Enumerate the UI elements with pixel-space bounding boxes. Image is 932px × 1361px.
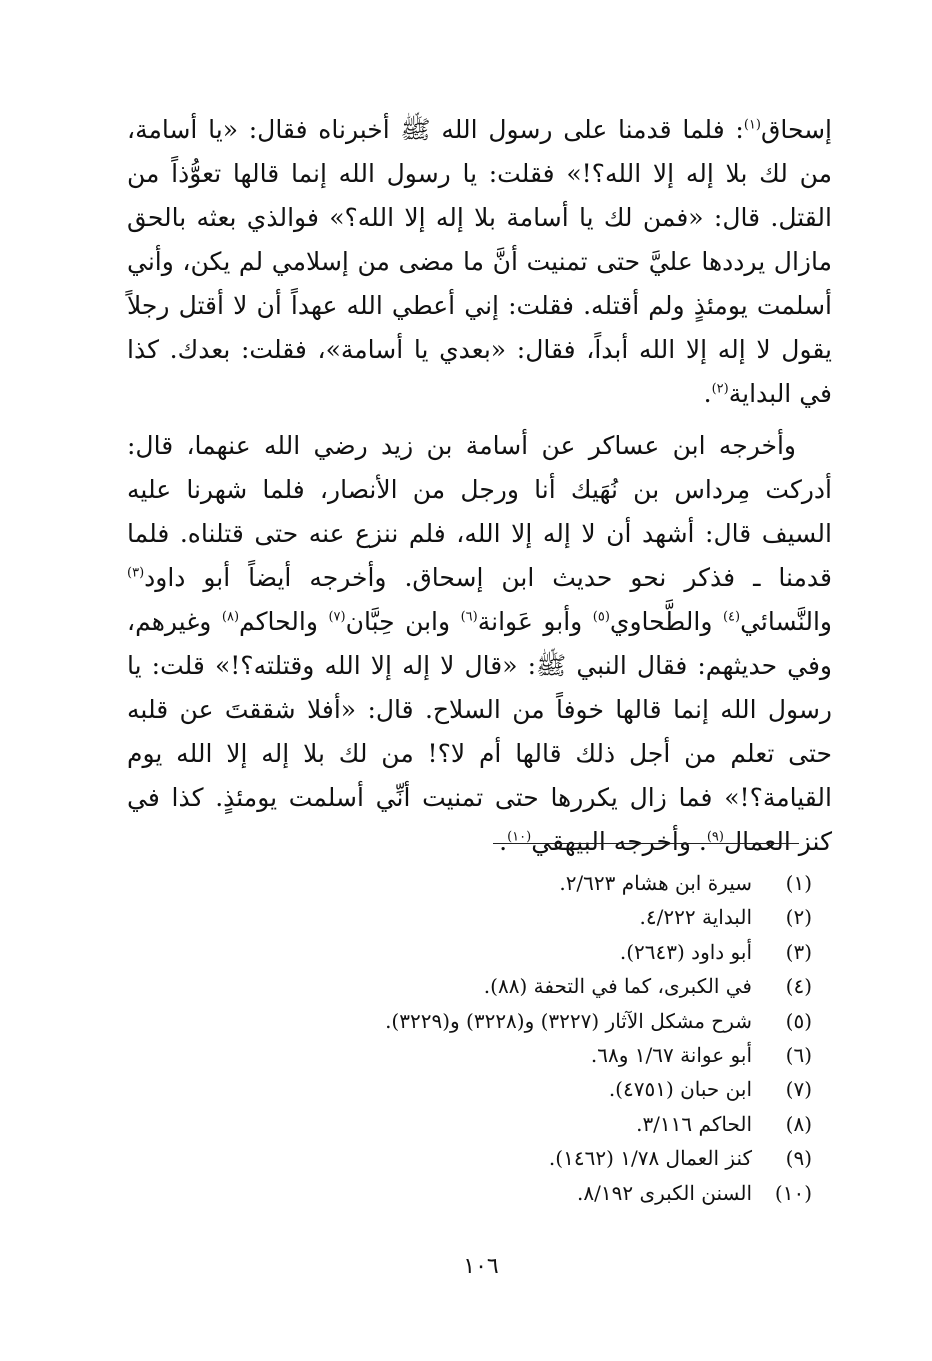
footnotes-list — [112, 866, 812, 1210]
footnote-number: (٢) — [785, 905, 812, 930]
text-segment: وأخرجه ابن عساكر عن أسامة بن زيد رضي الله عنهما، قال: أدركت مِرداس بن نُهَيك أنا ورجل من الأنصار، فلما شهرنا عليه السيف قال: أشهد أن لا إله إلا الله، فلم ننزع عنه حتى قتلناه. فلما قدمنا ـ فذكر نحو حديث ابن إسحاق. وأخرجه أيضاً أبو داود — [127, 431, 832, 592]
footnote-item — [112, 1004, 812, 1038]
footnote-ref-2: (٢) — [711, 381, 729, 397]
text-segment: وابن حِبَّان — [345, 607, 461, 636]
text-segment: والنَّسائي — [740, 607, 832, 636]
footnote-ref-6: (٦) — [460, 609, 478, 625]
footnote-number: (٣) — [785, 939, 812, 964]
text-segment: والحاكم — [239, 607, 329, 636]
text-segment: . — [703, 379, 712, 408]
footnote-ref-5: (٥) — [592, 609, 610, 625]
text-segment: والطَّحاوي — [609, 607, 723, 636]
paragraph-2 — [127, 424, 832, 864]
text-segment: . — [499, 827, 508, 856]
footnote-item — [112, 969, 812, 1003]
footnote-ref-7: (٧) — [328, 609, 346, 625]
footnote-number: (١٠) — [774, 1180, 812, 1205]
footnote-number: (٨) — [785, 1111, 812, 1136]
main-text — [127, 108, 832, 864]
footnote-number: (٦) — [785, 1042, 812, 1067]
text-segment: وأبو عَوانة — [477, 607, 593, 636]
footnote-divider — [493, 843, 799, 844]
footnote-item — [112, 1072, 812, 1106]
footnote-item — [112, 1141, 812, 1175]
text-segment: إسحاق — [760, 115, 832, 144]
footnote-text: شرح مشكل الآثار (٣٢٢٧) و(٣٢٢٨) و(٣٢٢٩). — [385, 1008, 752, 1033]
footnote-ref-1: (١) — [743, 117, 761, 133]
footnote-text: سيرة ابن هشام ٢/٦٢٣. — [559, 871, 752, 895]
footnote-text: في الكبرى، كما في التحفة (٨٨). — [483, 974, 752, 999]
footnote-ref-3: (٣) — [127, 565, 145, 581]
footnote-text: البداية ٤/٢٢٢. — [639, 905, 752, 930]
footnote-item — [112, 900, 812, 934]
text-segment: وغيرهم، وفي حديثهم: فقال النبي ﷺ: «قال لا إله إلا الله وقتلته؟!» قلت: يا رسول الله إنما قالها خوفاً من السلاح. قال: «أفلا شققتَ عن قلبه حتى تعلم من أجل ذلك قالها أم لا؟! من لك بلا إله إلا الله يوم القيامة؟!» فما زال يكررها حتى تمنيت أنِّي أسلمت يومئذٍ. كذا في كنز العمال — [127, 607, 832, 856]
footnote-item — [112, 1107, 812, 1141]
text-segment: . وأخرجه البيهقي — [531, 827, 707, 856]
footnote-ref-9: (٩) — [706, 829, 724, 845]
footnote-item — [112, 866, 812, 900]
footnote-ref-8: (٨) — [221, 609, 240, 625]
text-segment: : فلما قدمنا على رسول الله ﷺ أخبرناه فقال: «يا أسامة، من لك بلا إله إلا الله؟!» فقلت: يا رسول الله إنما قالها تعوُّذاً من القتل. قال: «فمن لك يا أسامة بلا إله إلا الله؟» فوالذي بعثه بالحق مازال يرددها عليَّ حتى تمنيت أنَّ ما مضى من إسلامي لم يكن، وأني أسلمت يومئذٍ ولم أقتله. فقلت: إني أعطي الله عهداً أن لا أقتل رجلاً يقول لا إله إلا الله أبداً، فقال: «بعدي يا أسامة»، فقلت: بعدك. كذا في البداية — [127, 115, 832, 408]
footnote-text: الحاكم ٣/١١٦. — [636, 1111, 752, 1136]
footnote-text: ابن حبان (٤٧٥١). — [608, 1077, 752, 1102]
footnote-ref-4: (٤) — [722, 609, 741, 625]
footnote-item — [112, 1038, 812, 1072]
footnote-number: (٥) — [785, 1008, 812, 1033]
footnote-text: كنز العمال ١/٧٨ (١٤٦٢). — [548, 1146, 752, 1171]
footnote-number: (١) — [785, 871, 812, 895]
page-number: ١٠٦ — [463, 1254, 499, 1279]
footnote-number: (٩) — [785, 1146, 812, 1171]
footnote-text: السنن الكبرى ٨/١٩٢. — [577, 1180, 752, 1205]
footnote-number: (٧) — [785, 1077, 812, 1102]
footnote-number: (٤) — [785, 974, 812, 999]
footnote-text: أبو داود (٢٦٤٣). — [619, 939, 752, 964]
footnote-text: أبو عوانة ١/٦٧ و٦٨. — [590, 1042, 752, 1067]
footnote-ref-10: (١٠) — [507, 829, 532, 845]
footnote-item — [112, 935, 812, 969]
paragraph-1 — [127, 108, 832, 416]
footnote-item — [112, 1176, 812, 1210]
